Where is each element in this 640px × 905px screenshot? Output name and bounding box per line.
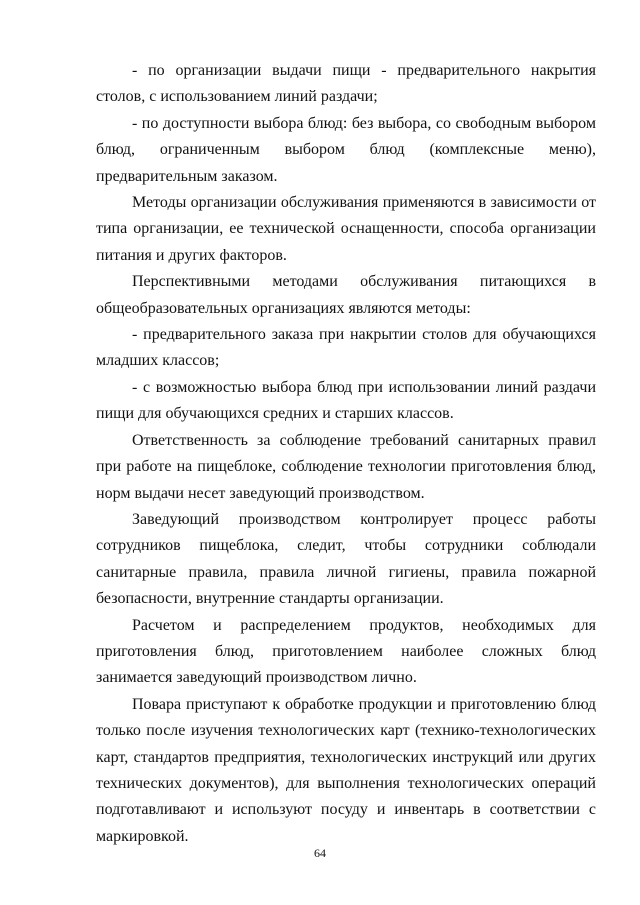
body-text bbox=[96, 58, 596, 850]
paragraph-9: Расчетом и распределением продуктов, необходимых для приготовления блюд, приготовлением наиболее сложных блюд занимается заведующий производством лично. bbox=[96, 616, 596, 687]
paragraph-10: Повара приступают к обработке продукции и приготовлению блюд только после изучения технологических карт (технико-технологических карт, стандартов предприятия, технологических инструкций или других технических документов), для выполнения технологических операций подготавливают и используют посуду и инвентарь в соответствии с маркировкой. bbox=[96, 695, 596, 845]
paragraph-6: - с возможностью выбора блюд при использовании линий раздачи пищи для обучающихся средних и старших классов. bbox=[96, 378, 596, 423]
paragraph-7: Ответственность за соблюдение требований санитарных правил при работе на пищеблоке, соблюдение технологии приготовления блюд, норм выдачи несет заведующий производством. bbox=[96, 431, 596, 502]
page-number: 64 bbox=[314, 846, 326, 860]
paragraph-8: Заведующий производством контролирует процесс работы сотрудников пищеблока, следит, чтобы сотрудники соблюдали санитарные правила, правила личной гигиены, правила пожарной безопасности, внутренние стандарты организации. bbox=[96, 510, 596, 608]
paragraph-5: - предварительного заказа при накрытии столов для обучающихся младших классов; bbox=[96, 326, 596, 370]
paragraph-2: - по доступности выбора блюд: без выбора, со свободным выбором блюд, ограниченным выбором блюд (комплексные меню), предварительным заказом. bbox=[96, 114, 596, 185]
paragraph-3: Методы организации обслуживания применяются в зависимости от типа организации, ее технической оснащенности, способа организации питания и других факторов. bbox=[96, 194, 596, 264]
paragraph-1: - по организации выдачи пищи - предварительного накрытия столов, с использованием линий раздачи; bbox=[96, 62, 596, 106]
paragraph-4: Перспективными методами обслуживания питающихся в общеобразовательных организациях являются методы: bbox=[96, 273, 596, 317]
